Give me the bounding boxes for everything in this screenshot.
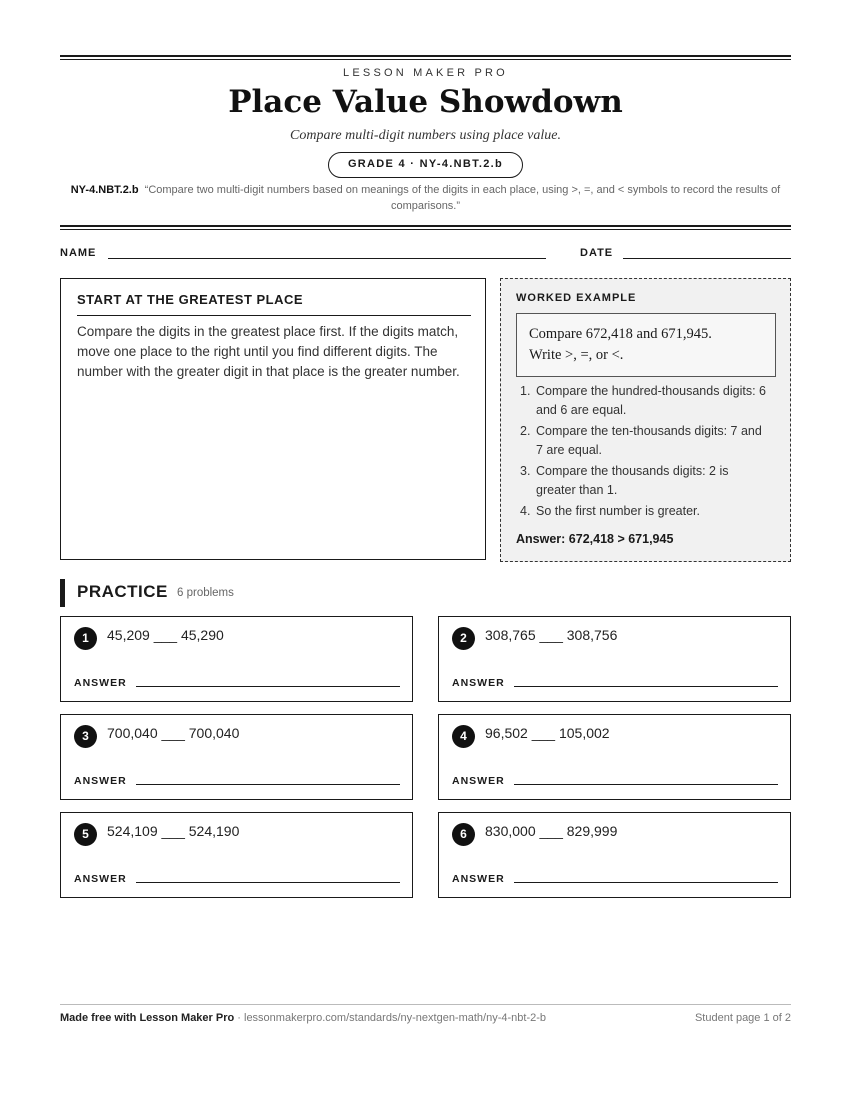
standard-description (60, 182, 791, 214)
example-prompt-line: Compare 672,418 and 671,945. (529, 326, 712, 342)
answer-field[interactable] (514, 686, 778, 687)
example-answer: Answer: 672,418 > 671,945 (516, 532, 674, 546)
example-step (516, 502, 766, 521)
standard-text: “Compare two multi-digit numbers based on meanings of the digits in each place, using >, =, and < symbols to record the results of comparisons.” (144, 184, 781, 212)
answer-field[interactable] (136, 686, 400, 687)
problem-number-badge: 6 (452, 823, 475, 846)
header-bottom-rule (60, 225, 791, 227)
step-number: 1. (520, 384, 531, 398)
page-subtitle: Compare multi-digit numbers using place value. (290, 128, 561, 143)
problem-card (60, 616, 413, 702)
problem-card (438, 812, 791, 898)
brand-name: LESSON MAKER PRO (343, 67, 508, 79)
answer-label: ANSWER (452, 873, 505, 885)
problem-card (438, 714, 791, 800)
problem-number-badge: 4 (452, 725, 475, 748)
top-rule (60, 55, 791, 57)
footer-credit (60, 1012, 546, 1024)
problem-number-badge: 2 (452, 627, 475, 650)
name-field[interactable] (108, 258, 546, 259)
problem-number-badge: 3 (74, 725, 97, 748)
problem-question: 830,000 ___ 829,999 (485, 823, 618, 839)
answer-label: ANSWER (74, 873, 127, 885)
answer-label: ANSWER (452, 677, 505, 689)
problem-question: 524,109 ___ 524,190 (107, 823, 240, 839)
strategy-divider (77, 315, 471, 316)
step-text: Compare the ten-thousands digits: 7 and 7 are equal. (536, 424, 762, 457)
problem-card (438, 616, 791, 702)
answer-field[interactable] (514, 784, 778, 785)
top-rule-thin (60, 59, 791, 60)
header-bottom-rule-thin (60, 229, 791, 230)
worked-example-heading: WORKED EXAMPLE (516, 292, 637, 304)
answer-label: ANSWER (452, 775, 505, 787)
step-text: Compare the hundred-thousands digits: 6 and 6 are equal. (536, 384, 767, 417)
footer-url[interactable]: · lessonmakerpro.com/standards/ny-nextgen-math/ny-4-nbt-2-b (234, 1012, 547, 1024)
name-label: NAME (60, 247, 97, 259)
strategy-text: Compare the digits in the greatest place first. If the digits match, move one place to the right until you find different digits. The number with the greater digit in that place is the greater number. (77, 324, 460, 379)
strategy-heading: START AT THE GREATEST PLACE (77, 292, 304, 307)
problem-card (60, 714, 413, 800)
problem-question: 700,040 ___ 700,040 (107, 725, 240, 741)
example-step (516, 382, 766, 419)
answer-label: ANSWER (74, 677, 127, 689)
date-label: DATE (580, 247, 614, 259)
problem-number-badge: 5 (74, 823, 97, 846)
step-text: So the first number is greater. (536, 504, 700, 518)
answer-field[interactable] (136, 784, 400, 785)
answer-field[interactable] (136, 882, 400, 883)
footer-made-with: Made free with Lesson Maker Pro (60, 1012, 235, 1024)
example-step (516, 422, 766, 459)
step-number: 4. (520, 504, 531, 518)
step-number: 3. (520, 464, 531, 478)
problem-question: 45,209 ___ 45,290 (107, 627, 224, 643)
worksheet-page (60, 0, 791, 1100)
standard-code: NY-4.NBT.2.b (70, 184, 139, 196)
step-number: 2. (520, 424, 531, 438)
example-prompt-line: Write >, =, or <. (529, 347, 624, 363)
practice-heading: PRACTICE (77, 582, 168, 601)
worked-example-box (500, 278, 791, 562)
footer-page-number: Student page 1 of 2 (694, 1012, 791, 1024)
example-step (516, 462, 766, 499)
example-prompt-card (516, 313, 776, 377)
practice-accent-bar (60, 579, 65, 607)
date-field[interactable] (623, 258, 791, 259)
problem-card (60, 812, 413, 898)
problem-number-badge: 1 (74, 627, 97, 650)
strategy-box (60, 278, 486, 560)
problem-question: 96,502 ___ 105,002 (485, 725, 610, 741)
answer-label: ANSWER (74, 775, 127, 787)
step-text: Compare the thousands digits: 2 is greater than 1. (536, 464, 729, 497)
problem-question: 308,765 ___ 308,756 (485, 627, 618, 643)
page-title: Place Value Showdown (228, 84, 623, 120)
grade-standard-badge: GRADE 4 · NY-4.NBT.2.b (328, 152, 523, 178)
answer-field[interactable] (514, 882, 778, 883)
practice-count: 6 problems (177, 587, 234, 599)
example-steps-list (516, 382, 766, 524)
footer-divider (60, 1004, 791, 1005)
